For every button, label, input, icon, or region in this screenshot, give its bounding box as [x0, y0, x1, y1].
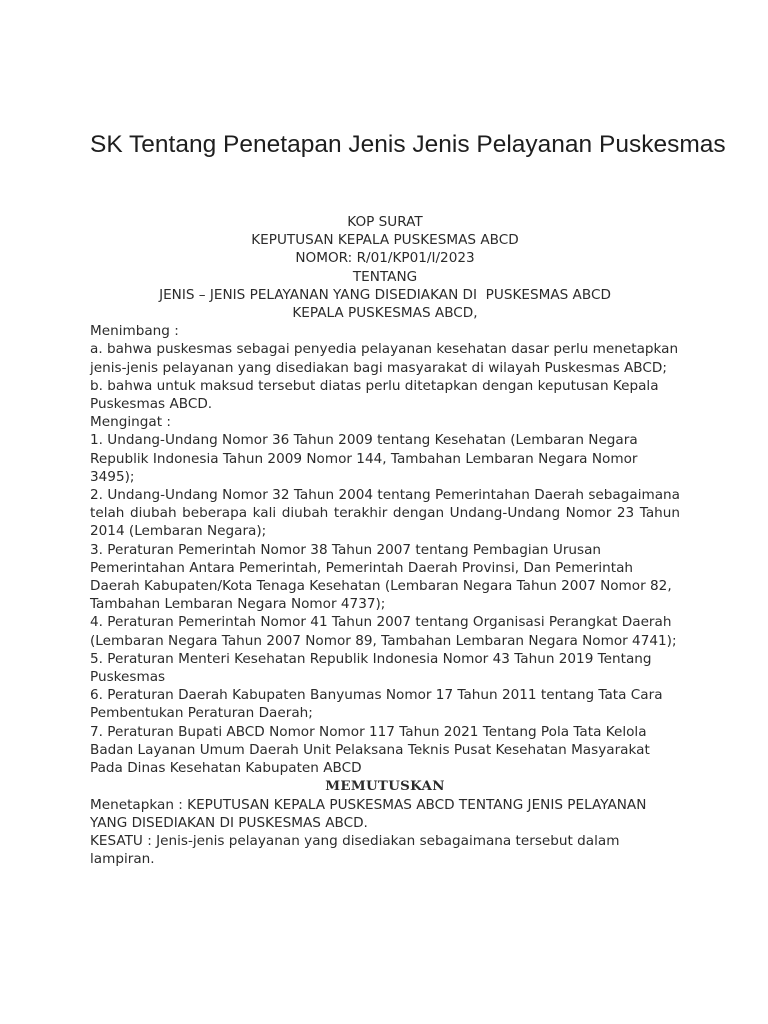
menimbang-point-b: b. bahwa untuk maksud tersebut diatas perlu ditetapkan dengan keputusan Kepala Puskesmas ABCD. [90, 377, 659, 413]
mengingat-item-4: 4. Peraturan Pemerintah Nomor 41 Tahun 2007 tentang Organisasi Perangkat Daerah (Lembaran Negara Tahun 2007 Nomor 89, Tambahan Lembaran Negara Nomor 4741); [90, 614, 677, 649]
menimbang-point-a: a. bahwa puskesmas sebagai penyedia pelayanan kesehatan dasar perlu menetapkan jenis-jenis pelayanan yang disediakan bagi masyarakat di wilayah Puskesmas ABCD; [90, 341, 679, 376]
mengingat-label: Mengingat : [90, 414, 171, 431]
kesatu-statement: KESATU : Jenis-jenis pelayanan yang disediakan sebagaimana tersebut dalam lampiran. [90, 832, 620, 868]
decree-about-label: TENTANG [352, 268, 418, 285]
mengingat-item-1: 1. Undang-Undang Nomor 36 Tahun 2009 tentang Kesehatan (Lembaran Negara Republik Indonesia Tahun 2009 Nomor 144, Tambahan Lembaran Negara Nomor 3495); [90, 432, 638, 485]
letterhead-placeholder: KOP SURAT [347, 214, 423, 230]
mengingat-item-5: 5. Peraturan Menteri Kesehatan Republik Indonesia Nomor 43 Tahun 2019 Tentang Puskesmas [90, 650, 652, 686]
menetapkan-statement: Menetapkan : KEPUTUSAN KEPALA PUSKESMAS ABCD TENTANG JENIS PELAYANAN YANG DISEDIAKAN DI PUSKESMAS ABCD. [90, 796, 647, 831]
decree-heading: KEPUTUSAN KEPALA PUSKESMAS ABCD [251, 232, 519, 249]
decree-number: NOMOR: R/01/KP01/I/2023 [295, 250, 475, 267]
document-body [90, 213, 680, 868]
mengingat-item-7: 7. Peraturan Bupati ABCD Nomor Nomor 117 Tahun 2021 Tentang Pola Tata Kelola Badan Layanan Umum Daerah Unit Pelaksana Teknis Pusat Kesehatan Masyarakat Pada Dinas Kesehatan Kabupaten ABCD [90, 723, 650, 777]
document-title: SK Tentang Penetapan Jenis Jenis Pelayanan Puskesmas [90, 131, 726, 158]
mengingat-item-2: 2. Undang-Undang Nomor 32 Tahun 2004 tentang Pemerintahan Daerah sebagaimana telah diubah beberapa kali diubah terakhir dengan Undang-Undang Nomor 23 Tahun 2014 (Lembaran Negara); [90, 487, 680, 540]
memutuskan-heading: MEMUTUSKAN [325, 778, 445, 795]
menimbang-label: Menimbang : [90, 323, 179, 340]
mengingat-item-6: 6. Peraturan Daerah Kabupaten Banyumas Nomor 17 Tahun 2011 tentang Tata Cara Pembentukan Peraturan Daerah; [90, 687, 663, 722]
decree-subject: JENIS – JENIS PELAYANAN YANG DISEDIAKAN DI PUSKESMAS ABCD [159, 286, 611, 303]
decree-issuer: KEPALA PUSKESMAS ABCD, [292, 305, 478, 322]
mengingat-item-3: 3. Peraturan Pemerintah Nomor 38 Tahun 2007 tentang Pembagian Urusan Pemerintahan Antara Pemerintah, Pemerintah Daerah Provinsi, Dan Pemerintah Daerah Kabupaten/Kota Tenaga Kesehatan (Lembaran Negara Tahun 2007 Nomor 82, Tambahan Lembaran Negara Nomor 4737); [90, 541, 672, 613]
